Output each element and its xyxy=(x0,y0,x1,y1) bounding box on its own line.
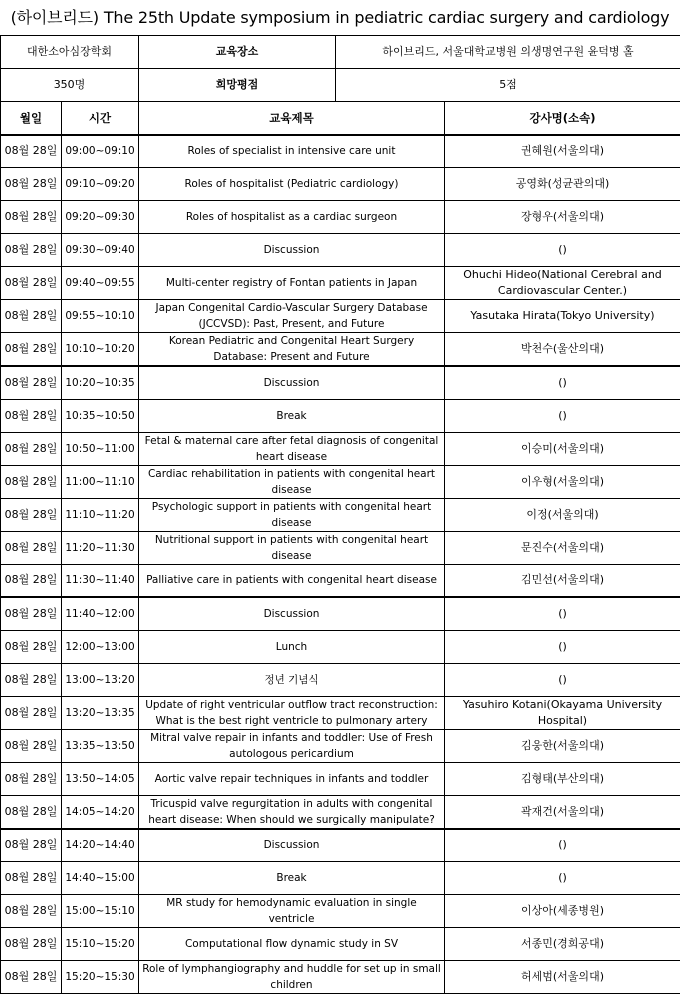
session-topic: Lunch xyxy=(139,630,445,663)
session-topic: Role of lymphangiography and huddle for set up in small children xyxy=(139,961,445,994)
session-date: 08월 28일 xyxy=(1,663,62,696)
session-date: 08월 28일 xyxy=(1,465,62,498)
table-row xyxy=(1,795,680,829)
session-time: 10:20~10:35 xyxy=(62,366,139,399)
session-speaker: () xyxy=(445,663,680,696)
table-row xyxy=(1,729,680,762)
table-row xyxy=(1,928,680,961)
session-topic: Japan Congenital Cardio-Vascular Surgery Database (JCCVSD): Past, Present, and Future xyxy=(139,300,445,333)
table-row xyxy=(1,961,680,994)
venue: 하이브리드, 서울대학교병원 의생명연구원 윤덕병 홀 xyxy=(336,36,680,69)
organizer: 대한소아심장학회 xyxy=(1,36,139,69)
session-time: 11:40~12:00 xyxy=(62,597,139,630)
session-topic: Update of right ventricular outflow tract reconstruction: What is the best right ventricle to pulmonary artery xyxy=(139,696,445,729)
table-row xyxy=(1,498,680,531)
header-time: 시간 xyxy=(62,102,139,135)
session-date: 08월 28일 xyxy=(1,762,62,795)
session-speaker: 이승미(서울의대) xyxy=(445,432,680,465)
session-time: 09:00~09:10 xyxy=(62,135,139,168)
rating-label: 희망평점 xyxy=(139,69,336,102)
table-row xyxy=(1,762,680,795)
session-topic: Aortic valve repair techniques in infants and toddler xyxy=(139,762,445,795)
session-time: 09:30~09:40 xyxy=(62,234,139,267)
session-topic: Discussion xyxy=(139,597,445,630)
session-date: 08월 28일 xyxy=(1,862,62,895)
session-speaker: Yasuhiro Kotani(Okayama University Hospital) xyxy=(445,696,680,729)
session-time: 13:50~14:05 xyxy=(62,762,139,795)
table-row xyxy=(1,465,680,498)
session-date: 08월 28일 xyxy=(1,531,62,564)
rating: 5점 xyxy=(336,69,680,102)
session-speaker: 장형우(서울의대) xyxy=(445,201,680,234)
session-time: 13:20~13:35 xyxy=(62,696,139,729)
info-row xyxy=(1,69,680,102)
session-speaker: 이상아(세종병원) xyxy=(445,895,680,928)
table-header-row xyxy=(1,102,680,135)
session-speaker: 허세범(서울의대) xyxy=(445,961,680,994)
session-topic: Psychologic support in patients with congenital heart disease xyxy=(139,498,445,531)
session-date: 08월 28일 xyxy=(1,564,62,597)
session-time: 14:40~15:00 xyxy=(62,862,139,895)
table-row xyxy=(1,829,680,862)
session-time: 11:30~11:40 xyxy=(62,564,139,597)
session-date: 08월 28일 xyxy=(1,399,62,432)
table-row xyxy=(1,862,680,895)
session-topic: Roles of hospitalist as a cardiac surgeon xyxy=(139,201,445,234)
session-time: 15:20~15:30 xyxy=(62,961,139,994)
session-date: 08월 28일 xyxy=(1,300,62,333)
session-topic: Cardiac rehabilitation in patients with congenital heart disease xyxy=(139,465,445,498)
table-row xyxy=(1,531,680,564)
session-date: 08월 28일 xyxy=(1,729,62,762)
session-topic: Discussion xyxy=(139,234,445,267)
header-topic: 교육제목 xyxy=(139,102,445,135)
table-row xyxy=(1,234,680,267)
session-time: 13:00~13:20 xyxy=(62,663,139,696)
table-row xyxy=(1,135,680,168)
session-speaker: 공영화(성균관의대) xyxy=(445,168,680,201)
session-time: 09:55~10:10 xyxy=(62,300,139,333)
session-speaker: 이정(서울의대) xyxy=(445,498,680,531)
session-speaker: () xyxy=(445,399,680,432)
capacity: 350명 xyxy=(1,69,139,102)
session-topic: Computational flow dynamic study in SV xyxy=(139,928,445,961)
session-date: 08월 28일 xyxy=(1,267,62,300)
session-topic: Break xyxy=(139,399,445,432)
schedule-table xyxy=(0,101,680,994)
session-speaker: () xyxy=(445,597,680,630)
session-date: 08월 28일 xyxy=(1,795,62,829)
session-date: 08월 28일 xyxy=(1,928,62,961)
table-row xyxy=(1,432,680,465)
info-row xyxy=(1,36,680,69)
table-row xyxy=(1,201,680,234)
table-row xyxy=(1,564,680,597)
session-speaker: 김형태(부산의대) xyxy=(445,762,680,795)
session-date: 08월 28일 xyxy=(1,961,62,994)
session-time: 10:35~10:50 xyxy=(62,399,139,432)
session-date: 08월 28일 xyxy=(1,135,62,168)
session-date: 08월 28일 xyxy=(1,234,62,267)
table-row xyxy=(1,366,680,399)
session-date: 08월 28일 xyxy=(1,432,62,465)
header-speaker: 강사명(소속) xyxy=(445,102,680,135)
session-speaker: 이우형(서울의대) xyxy=(445,465,680,498)
session-date: 08월 28일 xyxy=(1,895,62,928)
info-table xyxy=(0,35,680,102)
session-time: 11:00~11:10 xyxy=(62,465,139,498)
session-speaker: () xyxy=(445,829,680,862)
venue-label: 교육장소 xyxy=(139,36,336,69)
table-row xyxy=(1,895,680,928)
session-topic: MR study for hemodynamic evaluation in single ventricle xyxy=(139,895,445,928)
session-time: 14:05~14:20 xyxy=(62,795,139,829)
session-date: 08월 28일 xyxy=(1,168,62,201)
session-speaker: 김민선(서울의대) xyxy=(445,564,680,597)
session-speaker: 문진수(서울의대) xyxy=(445,531,680,564)
session-time: 11:20~11:30 xyxy=(62,531,139,564)
session-date: 08월 28일 xyxy=(1,201,62,234)
session-speaker: 곽재건(서울의대) xyxy=(445,795,680,829)
session-time: 09:20~09:30 xyxy=(62,201,139,234)
session-topic: Multi-center registry of Fontan patients in Japan xyxy=(139,267,445,300)
session-topic: Korean Pediatric and Congenital Heart Surgery Database: Present and Future xyxy=(139,333,445,367)
session-date: 08월 28일 xyxy=(1,498,62,531)
session-topic: Roles of specialist in intensive care unit xyxy=(139,135,445,168)
session-speaker: 권혜원(서울의대) xyxy=(445,135,680,168)
session-speaker: Yasutaka Hirata(Tokyo University) xyxy=(445,300,680,333)
session-time: 10:10~10:20 xyxy=(62,333,139,367)
session-speaker: () xyxy=(445,630,680,663)
table-row xyxy=(1,399,680,432)
session-speaker: () xyxy=(445,234,680,267)
session-date: 08월 28일 xyxy=(1,696,62,729)
session-time: 13:35~13:50 xyxy=(62,729,139,762)
session-date: 08월 28일 xyxy=(1,333,62,367)
session-topic: Break xyxy=(139,862,445,895)
session-topic: Discussion xyxy=(139,366,445,399)
session-date: 08월 28일 xyxy=(1,597,62,630)
session-topic: Tricuspid valve regurgitation in adults with congenital heart disease: When should we surgically manipulate? xyxy=(139,795,445,829)
session-topic: Mitral valve repair in infants and toddler: Use of Fresh autologous pericardium xyxy=(139,729,445,762)
session-topic: Discussion xyxy=(139,829,445,862)
session-topic: Roles of hospitalist (Pediatric cardiology) xyxy=(139,168,445,201)
session-time: 15:00~15:10 xyxy=(62,895,139,928)
session-speaker: () xyxy=(445,366,680,399)
table-row xyxy=(1,630,680,663)
session-topic: Fetal & maternal care after fetal diagnosis of congenital heart disease xyxy=(139,432,445,465)
session-speaker: 김웅한(서울의대) xyxy=(445,729,680,762)
session-time: 11:10~11:20 xyxy=(62,498,139,531)
header-date: 월일 xyxy=(1,102,62,135)
session-topic: 정년 기념식 xyxy=(139,663,445,696)
session-time: 10:50~11:00 xyxy=(62,432,139,465)
table-row xyxy=(1,663,680,696)
table-row xyxy=(1,333,680,367)
page-title: (하이브리드) The 25th Update symposium in pediatric cardiac surgery and cardiology xyxy=(10,8,670,27)
session-topic: Palliative care in patients with congenital heart disease xyxy=(139,564,445,597)
session-date: 08월 28일 xyxy=(1,366,62,399)
session-time: 12:00~13:00 xyxy=(62,630,139,663)
session-time: 14:20~14:40 xyxy=(62,829,139,862)
table-row xyxy=(1,597,680,630)
session-date: 08월 28일 xyxy=(1,829,62,862)
session-time: 15:10~15:20 xyxy=(62,928,139,961)
session-speaker: () xyxy=(445,862,680,895)
table-row xyxy=(1,696,680,729)
session-date: 08월 28일 xyxy=(1,630,62,663)
session-time: 09:10~09:20 xyxy=(62,168,139,201)
session-speaker: 서종민(경희공대) xyxy=(445,928,680,961)
table-row xyxy=(1,168,680,201)
session-topic: Nutritional support in patients with congenital heart disease xyxy=(139,531,445,564)
table-row xyxy=(1,267,680,300)
session-speaker: 박천수(울산의대) xyxy=(445,333,680,367)
session-speaker: Ohuchi Hideo(National Cerebral and Cardiovascular Center.) xyxy=(445,267,680,300)
table-row xyxy=(1,300,680,333)
session-time: 09:40~09:55 xyxy=(62,267,139,300)
